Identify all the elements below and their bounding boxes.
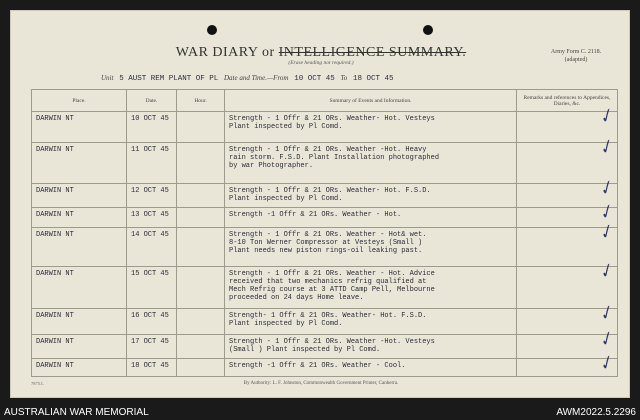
catalogue-number: AWM2022.5.2296: [556, 407, 636, 418]
entry-remarks: [517, 260, 618, 309]
form-line-2: (adapted): [564, 57, 588, 63]
entry-remarks: [517, 220, 618, 267]
entry-summary: Strength - 1 Offr & 21 ORs. Weather- Hot. F.S.D. Plant inspected by Pl Comd.: [225, 184, 517, 208]
entry-hour: [177, 112, 225, 143]
title-struck: INTELLIGENCE SUMMARY.: [278, 45, 467, 60]
tick-icon: ✓: [594, 201, 618, 226]
entry-date: 18 OCT 45: [127, 359, 177, 377]
entry-place: DARWIN NT: [32, 359, 127, 377]
form-line-1: Army Form C. 2118.: [550, 49, 602, 55]
entry-date: 17 OCT 45: [127, 335, 177, 359]
unit-value: 5 AUST REM PLANT OF PL: [119, 75, 219, 83]
col-date: Date.: [127, 90, 177, 112]
entry-date: 12 OCT 45: [127, 184, 177, 208]
entry-summary: Strength - 1 Offr & 21 ORs. Weather - Hot& wet. 8-10 Ton Werner Compressor at Vesteys (Small ) Plant needs new piston rings-oil leaking past.: [225, 228, 517, 267]
title-or: or: [261, 45, 275, 60]
table-row: [32, 267, 618, 309]
table-row: [32, 228, 618, 267]
entry-remarks: [517, 135, 618, 184]
col-place: Place.: [32, 90, 127, 112]
tick-icon: ✓: [594, 104, 618, 130]
entry-place: DARWIN NT: [32, 112, 127, 143]
entry-hour: [177, 359, 225, 377]
entry-place: DARWIN NT: [32, 267, 127, 309]
entry-summary: Strength -1 Offr & 21 ORs. Weather - Cool.: [225, 359, 517, 377]
tick-icon: ✓: [594, 352, 618, 377]
col-summary: Summary of Events and Information.: [225, 90, 517, 112]
entry-remarks: [517, 352, 618, 377]
entry-date: 16 OCT 45: [127, 309, 177, 335]
table-row: [32, 335, 618, 359]
date-label: Date and Time.—From: [223, 74, 289, 82]
form-number: [541, 48, 611, 64]
entry-hour: [177, 208, 225, 228]
table-row: [32, 184, 618, 208]
entry-date: 11 OCT 45: [127, 142, 177, 184]
entry-hour: [177, 335, 225, 359]
entry-summary: Strength - 1 Offr & 21 ORs. Weather - Hot. Advice received that two mechanics refrig qualified at Mech Refrig course at 3 ATTD Camp Pell, Melbourne proceeded on 24 days Home leave.: [225, 267, 517, 309]
entry-summary: Strength- 1 Offr & 21 ORs. Weather- Hot. F.S.D. Plant inspected by Pl Comd.: [225, 309, 517, 335]
entry-place: DARWIN NT: [32, 309, 127, 335]
tick-icon: ✓: [594, 177, 618, 202]
diary-sheet: [10, 10, 630, 398]
entry-place: DARWIN NT: [32, 335, 127, 359]
table-row: [32, 309, 618, 335]
erase-note: (Erase heading not required.): [288, 60, 354, 66]
entry-place: DARWIN NT: [32, 228, 127, 267]
printer-note: By Authority: L. F. Johnston, Commonwealth Government Printer, Canberra.: [243, 381, 399, 386]
entry-hour: [177, 142, 225, 184]
table-row: [32, 142, 618, 184]
entry-date: 10 OCT 45: [127, 112, 177, 143]
punch-hole: [423, 25, 433, 35]
col-hour: Hour.: [177, 90, 225, 112]
tick-icon: ✓: [594, 328, 618, 353]
table-row: [32, 359, 618, 377]
from-value: 10 OCT 45: [294, 75, 335, 83]
entry-hour: [177, 267, 225, 309]
tick-icon: ✓: [594, 301, 618, 327]
col-remarks: Remarks and references to Appendices, Diaries, &c.: [517, 90, 618, 112]
entry-date: 13 OCT 45: [127, 208, 177, 228]
tick-icon: ✓: [594, 260, 618, 285]
to-label: To: [340, 74, 348, 82]
entry-place: DARWIN NT: [32, 142, 127, 184]
entry-hour: [177, 228, 225, 267]
to-value: 18 OCT 45: [353, 75, 394, 83]
unit-label: Unit: [101, 74, 114, 82]
entry-hour: [177, 309, 225, 335]
unit-line: [101, 74, 398, 83]
table-row: [32, 112, 618, 143]
form-code: 7875.L: [31, 381, 44, 386]
table-header: [32, 90, 618, 112]
diary-table: [31, 89, 618, 377]
entry-summary: Strength -1 Offr & 21 ORs. Weather - Hot.: [225, 208, 517, 228]
table-row: [32, 208, 618, 228]
tick-icon: ✓: [594, 135, 618, 160]
entry-hour: [177, 184, 225, 208]
title-main: WAR DIARY: [175, 45, 258, 60]
entry-summary: Strength - 1 Offr & 21 ORs. Weather -Hot. Heavy rain storm. F.S.D. Plant Installation photographed by war Photographer.: [225, 142, 517, 184]
entry-date: 14 OCT 45: [127, 228, 177, 267]
punch-hole: [207, 25, 217, 35]
institution-credit: AUSTRALIAN WAR MEMORIAL: [4, 407, 149, 418]
entry-summary: Strength - 1 Offr & 21 ORs. Weather- Hot. Vesteys Plant inspected by Pl Comd.: [225, 112, 517, 143]
entry-date: 15 OCT 45: [127, 267, 177, 309]
entry-summary: Strength - 1 Offr & 21 ORs. Weather -Hot. Vesteys (Small ) Plant inspected by Pl Comd.: [225, 335, 517, 359]
page-title: [11, 45, 631, 61]
entry-place: DARWIN NT: [32, 208, 127, 228]
tick-icon: ✓: [594, 220, 618, 246]
entry-place: DARWIN NT: [32, 184, 127, 208]
